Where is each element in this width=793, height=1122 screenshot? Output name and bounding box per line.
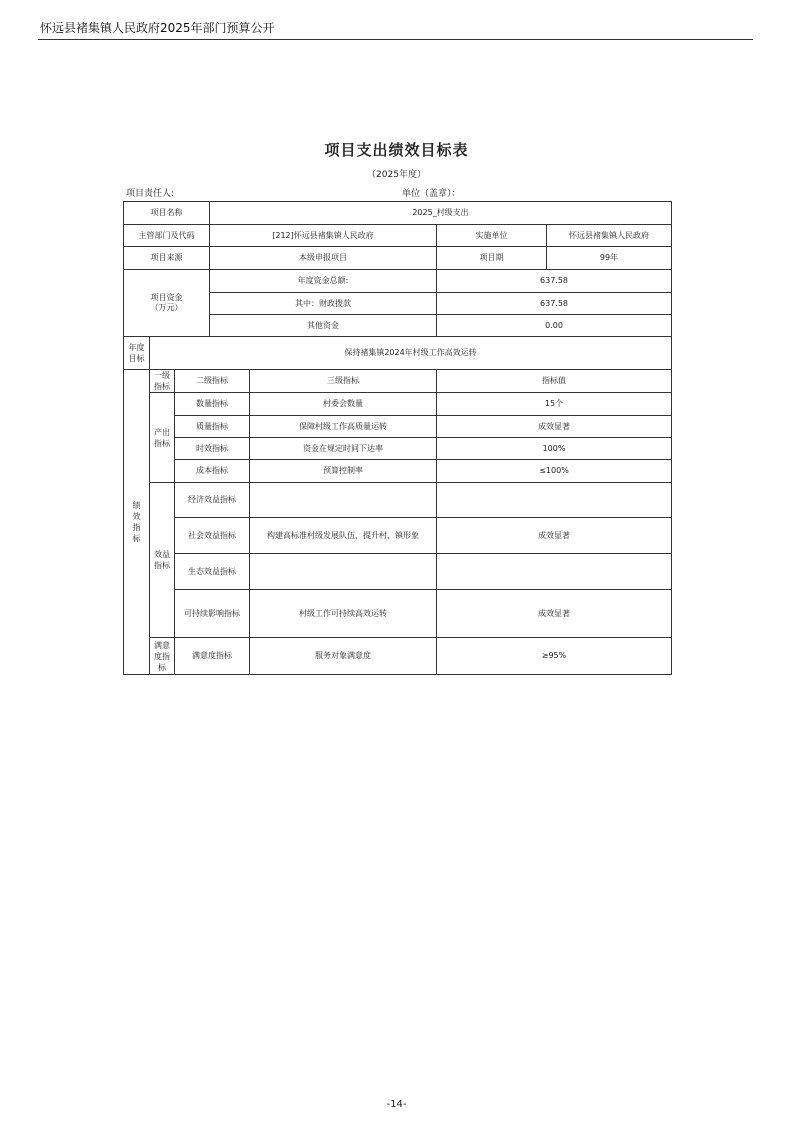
output-label-line: 产出 [154, 427, 170, 437]
level3-cell: 村委会数量 [250, 393, 437, 416]
value-cell: 100% [437, 438, 672, 460]
benefit-label-line: 效益 [154, 550, 170, 559]
table-row [124, 393, 672, 416]
col-level1-header [150, 370, 175, 393]
table-row [124, 225, 672, 247]
table-row [124, 370, 672, 393]
level2-cell: 质量指标 [175, 416, 250, 438]
level2-cell: 经济效益指标 [175, 483, 250, 518]
table-row [124, 438, 672, 460]
project-name-label: 项目名称 [124, 202, 210, 225]
level2-cell: 数量指标 [175, 393, 250, 416]
satisfaction-label-line: 度指 [154, 651, 170, 661]
period-value: 99年 [547, 247, 672, 270]
perf-indicator-label [124, 370, 150, 675]
funds-total-value: 637.58 [437, 270, 672, 293]
level3-cell: 村级工作可持续高效运转 [250, 590, 437, 638]
table-row [124, 337, 672, 370]
funds-other-label: 其他资金 [210, 315, 437, 337]
funds-label-line: 项目资金 [150, 293, 183, 302]
header-divider [38, 39, 753, 40]
annual-goal-label-line: 年度 [128, 343, 145, 352]
col-level1-line: 一级 [154, 371, 170, 380]
table-row [124, 483, 672, 518]
level2-cell: 满意度指标 [175, 638, 250, 675]
perf-label-char: 标 [132, 534, 141, 543]
table-row [124, 554, 672, 590]
perf-label-char: 效 [132, 512, 141, 521]
perf-label-char: 绩 [132, 501, 141, 510]
level2-cell: 成本指标 [175, 460, 250, 483]
source-label: 项目来源 [124, 247, 210, 270]
level3-cell: 保障村级工作高质量运转 [250, 416, 437, 438]
value-cell: 15个 [437, 393, 672, 416]
table-row [124, 460, 672, 483]
level3-cell: 构建高标准村级发展队伍，提升村、镇形象 [250, 518, 437, 554]
level3-cell [250, 554, 437, 590]
col-level2-header: 二级指标 [175, 370, 250, 393]
level3-cell: 资金在规定时间下达率 [250, 438, 437, 460]
satisfaction-indicator-label [150, 638, 175, 675]
table-row [124, 247, 672, 270]
responsible-label: 项目责任人: [126, 189, 175, 199]
funds-other-value: 0.00 [437, 315, 672, 337]
satisfaction-label-line: 满意 [154, 640, 170, 650]
impl-unit-value: 怀远县褚集镇人民政府 [547, 225, 672, 247]
funds-fiscal-label: 其中：财政拨款 [210, 293, 437, 315]
output-indicator-label [150, 393, 175, 483]
col-value-header: 指标值 [437, 370, 672, 393]
period-label: 项目期 [437, 247, 547, 270]
value-cell: ≤100% [437, 460, 672, 483]
table-row [124, 518, 672, 554]
level3-cell: 服务对象满意度 [250, 638, 437, 675]
funds-total-label: 年度资金总额: [210, 270, 437, 293]
funds-label [124, 270, 210, 337]
value-cell [437, 554, 672, 590]
level2-cell: 社会效益指标 [175, 518, 250, 554]
level2-cell: 生态效益指标 [175, 554, 250, 590]
annual-goal-label-line: 目标 [128, 354, 145, 363]
annual-goal-value: 保持褚集镇2024年村级工作高效运转 [150, 337, 672, 370]
table-row [124, 416, 672, 438]
page-header: 怀远县褚集镇人民政府2025年部门预算公开 [40, 21, 275, 35]
project-name-value: 2025_村级支出 [210, 202, 672, 225]
level3-cell: 预算控制率 [250, 460, 437, 483]
value-cell: 成效显著 [437, 590, 672, 638]
source-value: 本级申报项目 [210, 247, 437, 270]
unit-label: 单位（盖章）： [402, 189, 461, 199]
doc-subtitle: （2025年度） [367, 170, 426, 180]
value-cell: ≥95% [437, 638, 672, 675]
value-cell [437, 483, 672, 518]
page-number: -14- [386, 1099, 407, 1110]
value-cell: 成效显著 [437, 416, 672, 438]
output-label-line: 指标 [154, 438, 170, 448]
benefit-indicator-label [150, 483, 175, 638]
performance-table [123, 201, 672, 675]
table-row [124, 270, 672, 293]
col-level1-line: 指标 [154, 382, 170, 391]
satisfaction-label-line: 标 [158, 662, 166, 672]
funds-label-line: （万元） [150, 303, 183, 312]
impl-unit-label: 实施单位 [437, 225, 547, 247]
perf-label-char: 指 [132, 523, 141, 532]
table-row [124, 590, 672, 638]
funds-fiscal-value: 637.58 [437, 293, 672, 315]
dept-value: [212]怀远县褚集镇人民政府 [210, 225, 437, 247]
benefit-label-line: 指标 [154, 561, 170, 570]
doc-title: 项目支出绩效目标表 [324, 141, 469, 159]
value-cell: 成效显著 [437, 518, 672, 554]
table-row [124, 638, 672, 675]
annual-goal-label [124, 337, 150, 370]
level2-cell: 时效指标 [175, 438, 250, 460]
level3-cell [250, 483, 437, 518]
dept-label: 主管部门及代码 [124, 225, 210, 247]
level2-cell: 可持续影响指标 [175, 590, 250, 638]
table-row [124, 202, 672, 225]
col-level3-header: 三级指标 [250, 370, 437, 393]
